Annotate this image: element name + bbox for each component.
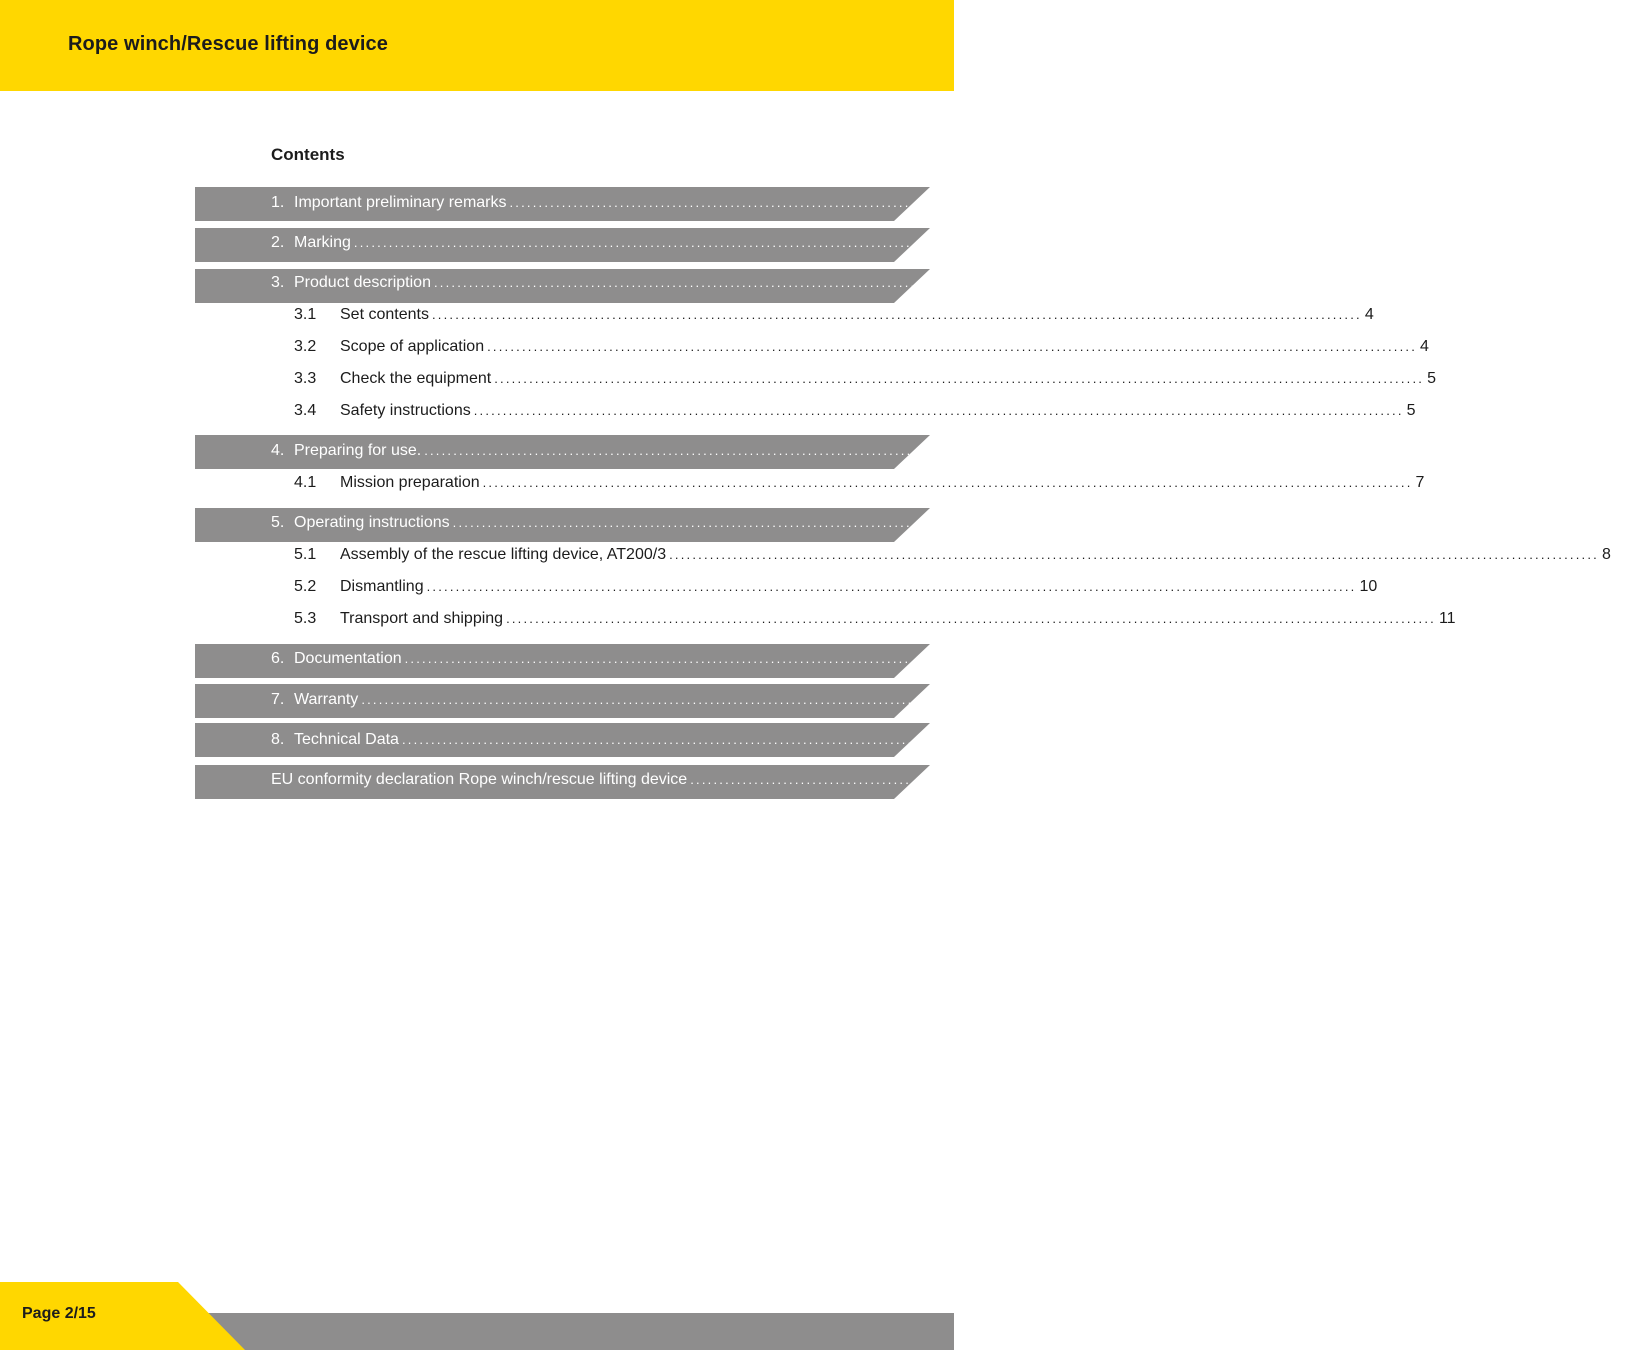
toc-entry-page: 12 [1294, 691, 1312, 708]
toc-entry-number: 4. [271, 442, 285, 459]
toc-entry-title: Preparing for use. [294, 442, 422, 459]
toc-entry-page: 4 [1420, 338, 1429, 355]
toc-leader-dots: ................................................................................................................................................................ [452, 515, 1383, 530]
toc-entry-title: Safety instructions [340, 402, 471, 419]
toc-leader-dots: ................................................................................................................................................................ [473, 403, 1404, 418]
toc-entry-number: 3.4 [294, 402, 317, 419]
toc-leader-dots: ................................................................................................................................................................ [690, 772, 1621, 787]
toc-leader-dots: ................................................................................................................................................................ [494, 371, 1425, 386]
toc-entry-eu-conformity[interactable] [271, 771, 1641, 793]
toc-entry-number: 6. [271, 650, 285, 667]
toc-entry-title: Assembly of the rescue lifting device, AT200/3 [340, 546, 667, 563]
toc-entry-page: 10 [1359, 578, 1378, 595]
toc-entry-title: Documentation [294, 650, 402, 667]
toc-entry-title: Technical Data [294, 731, 399, 748]
toc-entry-technical-data[interactable] [271, 731, 1353, 753]
toc-entry-page: 3 [1442, 194, 1452, 211]
toc-entry-scope[interactable] [271, 338, 1429, 360]
toc-entry-page: 4 [1364, 306, 1374, 323]
toc-entry-number: 3.3 [294, 370, 317, 387]
toc-entry-check-equipment[interactable] [271, 370, 1436, 392]
toc-entry-page: 3 [1286, 234, 1296, 251]
contents-heading: Contents [271, 145, 345, 164]
toc-leader-dots: ................................................................................................................................................................ [482, 475, 1413, 490]
toc-entry-operating-instructions[interactable] [271, 514, 1395, 536]
toc-entry-dismantling[interactable] [271, 578, 1378, 600]
toc-entry-page: 14 [1623, 771, 1641, 788]
toc-entry-title: Mission preparation [340, 474, 480, 491]
toc-entry-number: 2. [271, 234, 285, 251]
toc-entry-number: 4.1 [294, 474, 317, 491]
toc-entry-page: 12 [1337, 650, 1356, 667]
toc-entry-title: Transport and shipping [340, 610, 504, 627]
toc-entry-page: 5 [1427, 370, 1436, 387]
toc-entry-title: Scope of application [340, 338, 485, 355]
toc-entry-warranty[interactable] [271, 691, 1312, 713]
toc-leader-dots: ................................................................................................................................................................ [431, 307, 1362, 322]
toc-entry-page: 5 [1406, 402, 1416, 419]
toc-leader-dots: ................................................................................................................................................................ [353, 235, 1284, 250]
toc-entry-number: 3.1 [294, 306, 317, 323]
toc-leader-dots: ................................................................................................................................................................ [424, 443, 1355, 458]
toc-entry-number: 5. [271, 514, 285, 531]
toc-leader-dots: ................................................................................................................................................................ [509, 195, 1440, 210]
toc-entry-title: Check the equipment [340, 370, 492, 387]
toc-entry-important-remarks[interactable] [271, 194, 1452, 216]
toc-entry-number: 5.2 [294, 578, 317, 595]
toc-entry-set-contents[interactable] [271, 306, 1374, 328]
header-bar [0, 0, 954, 91]
toc-leader-dots: ................................................................................................................................................................ [669, 547, 1599, 562]
toc-entry-page: 8 [1601, 546, 1611, 563]
toc-entry-documentation[interactable] [271, 650, 1356, 672]
toc-entry-number: 1. [271, 194, 285, 211]
toc-entry-product-description[interactable] [271, 274, 1376, 296]
toc-entry-title: Product description [294, 274, 431, 291]
toc-entry-title: Dismantling [340, 578, 424, 595]
toc-entry-mission-preparation[interactable] [271, 474, 1425, 496]
toc-leader-dots: ................................................................................................................................................................ [487, 339, 1417, 354]
toc-entry-page: 13 [1334, 731, 1353, 748]
document-title: Rope winch/Rescue lifting device [68, 33, 388, 55]
toc-leader-dots: ................................................................................................................................................................ [426, 579, 1357, 594]
toc-entry-transport-shipping[interactable] [271, 610, 1456, 632]
toc-entry-page: 7 [1357, 442, 1366, 459]
toc-entry-marking[interactable] [271, 234, 1296, 256]
toc-entry-title: Important preliminary remarks [294, 194, 507, 211]
toc-leader-dots: ................................................................................................................................................................ [361, 692, 1292, 707]
toc-entry-number: 8. [271, 731, 285, 748]
toc-entry-page: 8 [1385, 514, 1395, 531]
toc-entry-page: 11 [1438, 610, 1456, 627]
toc-leader-dots: ................................................................................................................................................................ [433, 275, 1364, 290]
toc-entry-safety-instructions[interactable] [271, 402, 1416, 424]
toc-entry-page: 3 [1366, 274, 1376, 291]
toc-entry-title: Marking [294, 234, 351, 251]
toc-entry-assembly[interactable] [271, 546, 1611, 568]
toc-entry-title: Operating instructions [294, 514, 450, 531]
toc-leader-dots: ................................................................................................................................................................ [506, 611, 1436, 626]
toc-leader-dots: ................................................................................................................................................................ [401, 732, 1332, 747]
toc-entry-preparing-for-use[interactable] [271, 442, 1366, 464]
page-number: Page 2/15 [22, 1305, 96, 1322]
toc-entry-number: 7. [271, 691, 285, 708]
toc-entry-title: Warranty [294, 691, 359, 708]
toc-entry-number: 3. [271, 274, 285, 291]
toc-entry-number: 5.3 [294, 610, 317, 627]
toc-entry-number: 5.1 [294, 546, 317, 563]
toc-leader-dots: ................................................................................................................................................................ [404, 651, 1335, 666]
toc-entry-number: 3.2 [294, 338, 317, 355]
toc-entry-title: Set contents [340, 306, 429, 323]
toc-entry-page: 7 [1415, 474, 1425, 491]
toc-entry-title: EU conformity declaration Rope winch/rescue lifting device [271, 771, 688, 788]
